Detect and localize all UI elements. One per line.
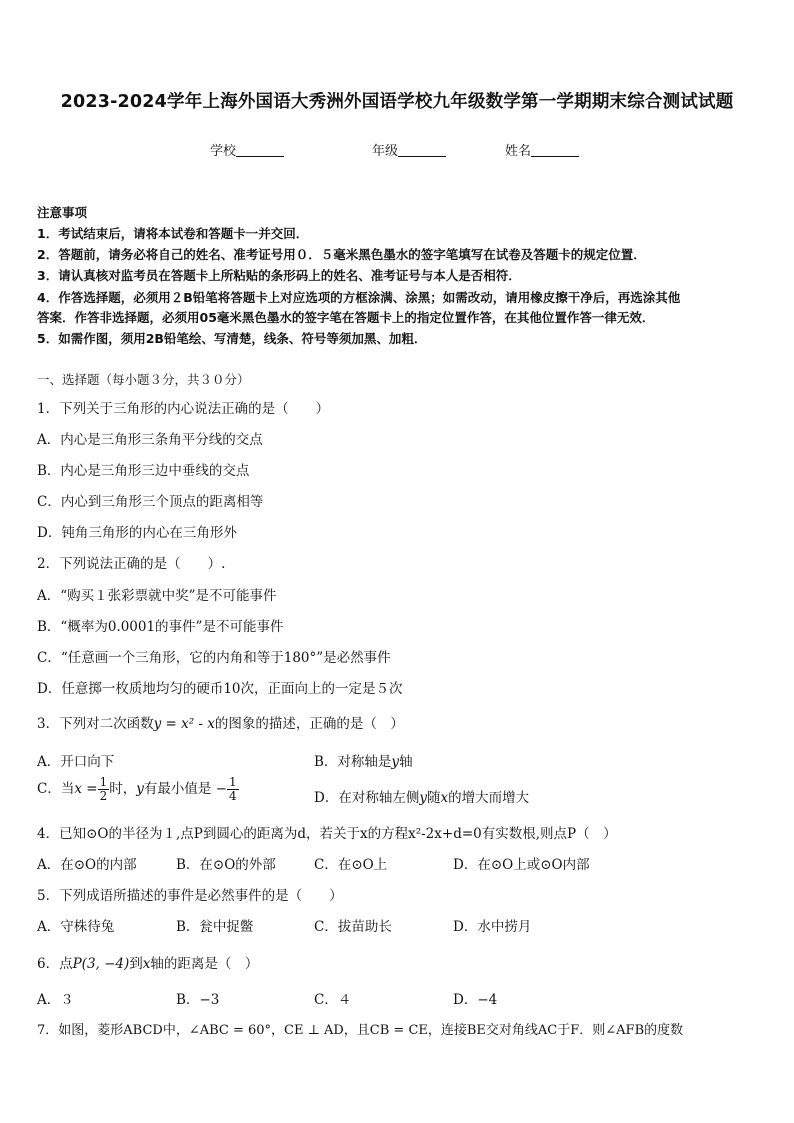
school-blank[interactable] [236,144,284,157]
q6-option-d: D．−4 [453,992,498,1008]
school-field: 学校 [210,140,284,159]
q4-option-c: C．在⊙O上 [314,857,388,873]
note-item: 2．答题前，请务必将自己的姓名、准考证号用０．５毫米黑色墨水的签字笔填写在试卷及答题卡的规定位置． [37,247,646,262]
grade-field: 年级 [372,140,446,159]
fraction: $\frac{1}{2}$ [99,775,108,803]
q5-option-d: D．水中捞月 [453,919,532,935]
note-item: 1．考试结束后，请将本试卷和答题卡一并交回． [37,226,309,241]
q6-option-a: A．３ [37,992,74,1008]
q1-option-d: D．钝角三角形的内心在三角形外 [37,525,237,541]
q4-stem: 4．已知⊙O的半径为１,点P到圆心的距离为d，若关于x的方程x²-2x+d=0有实数根,则点P（ ） [37,826,617,842]
note-item: 答案．作答非选择题，必须用05毫米黑色墨水的签字笔在答题卡上的指定位置作答，在其他位置作答一律无效． [37,310,655,325]
q3-option-b: B．对称轴是y轴 [314,754,413,770]
q3-option-a: A．开口向下 [37,754,115,770]
q1-option-a: A．内心是三角形三条角平分线的交点 [37,432,263,448]
q1-option-b: B．内心是三角形三边中垂线的交点 [37,463,250,479]
q4-option-a: A．在⊙O的内部 [37,857,137,873]
q2-stem: 2．下列说法正确的是（ ）. [37,556,226,572]
q5-stem: 5．下列成语所描述的事件是必然事件的是（ ） [37,888,343,904]
q5-option-b: B．瓮中捉鳖 [176,919,254,935]
note-item: 5．如需作图，须用2B铅笔绘、写清楚，线条、符号等须加黑、加粗． [37,331,427,346]
q5-option-a: A．守株待兔 [37,919,115,935]
name-blank[interactable] [531,144,579,157]
q6-option-c: C．４ [314,992,352,1008]
q2-option-b: B．“概率为0.0001的事件”是不可能事件 [37,619,284,635]
name-field: 姓名 [505,140,579,159]
q3-function: y = x² - x [153,716,215,732]
q4-option-b: B．在⊙O的外部 [176,857,276,873]
note-item: 3．请认真核对监考员在答题卡上所粘贴的条形码上的姓名、准考证号与本人是否相符． [37,268,521,283]
notes-heading: 注意事项 [37,205,88,220]
q1-stem: 1．下列关于三角形的内心说法正确的是（ ） [37,401,330,417]
q6-stem: 6．点P(3, −4)到x轴的距离是（ ） [37,956,259,972]
q2-option-a: A．“购买１张彩票就中奖”是不可能事件 [37,588,277,604]
fraction: $\frac{1}{4}$ [228,775,237,803]
section-heading: 一、选择题（每小题３分，共３０分） [37,372,250,387]
q7-stem: 7．如图，菱形ABCD中，∠ABC = 60°，CE ⊥ AD，且CB = CE，连接BE交对角线AC于F．则∠AFB的度数 [37,1023,684,1038]
q6-option-b: B．−3 [176,992,220,1008]
grade-blank[interactable] [398,144,446,157]
note-item: 4．作答选择题，必须用２B铅笔将答题卡上对应选项的方框涂满、涂黑；如需改动，请用橡皮擦干净后，再选涂其他 [37,290,681,305]
q5-option-c: C．拔苗助长 [314,919,392,935]
q1-option-c: C．内心到三角形三个顶点的距离相等 [37,494,264,510]
q2-option-d: D．任意掷一枚质地均匀的硬币10次，正面向上的一定是５次 [37,681,403,697]
q3-option-d: D．在对称轴左侧y随x的增大而增大 [314,790,530,806]
q4-option-d: D．在⊙O上或⊙O内部 [453,857,590,873]
page-title: 2023-2024学年上海外国语大秀洲外国语学校九年级数学第一学期期末综合测试试题 [60,92,734,112]
q3-stem: 3．下列对二次函数y = x² - x的图象的描述，正确的是（ ） [37,716,404,732]
q2-option-c: C．“任意画一个三角形，它的内角和等于180°”是必然事件 [37,650,391,666]
q3-option-c: C．当x = $\frac{1}{2}$ 时，y有最小值是 − $\frac{1}{4}$ [37,775,237,803]
